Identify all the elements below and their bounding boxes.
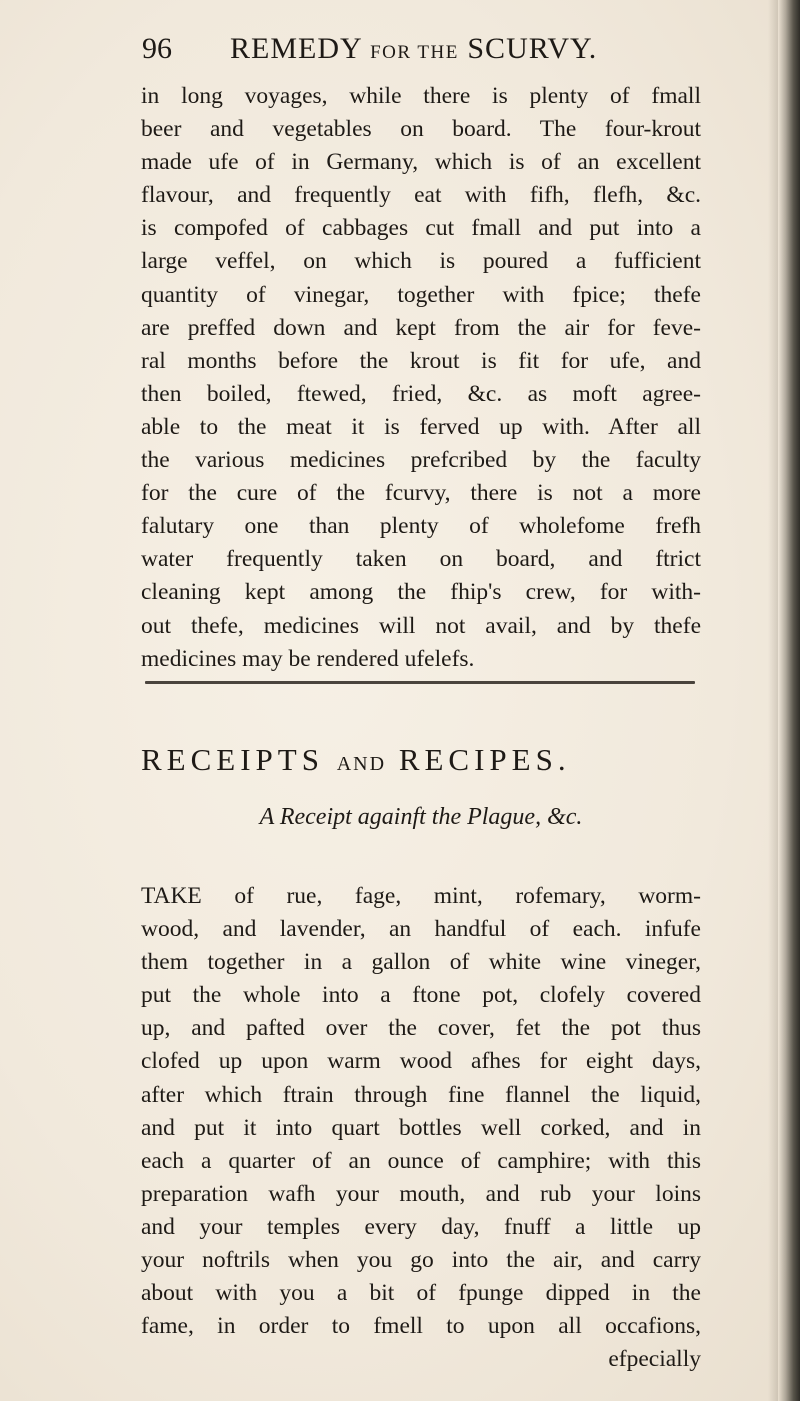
text-line: able to the meat it is ferved up with. After all	[141, 413, 701, 440]
text-line: and put it into quart bottles well corked, and in	[141, 1114, 701, 1141]
running-title	[230, 32, 597, 66]
text-line: beer and vegetables on board. The four-krout	[141, 116, 701, 143]
text-line: water frequently taken on board, and ftrict	[141, 546, 701, 573]
text-line: ral months before the krout is fit for ufe, and	[141, 347, 701, 374]
receipt-title: A Receipt againft the Plague, &c.	[259, 804, 583, 830]
text-line: made ufe of in Germany, which is of an excellent	[141, 149, 701, 176]
text-line: wood, and lavender, an handful of each. infufe	[141, 916, 701, 943]
text-line: quantity of vinegar, together with fpice; thefe	[141, 281, 701, 308]
text-line: TAKE of rue, fage, mint, rofemary, worm-	[141, 883, 701, 909]
text-line: medicines may be rendered ufelefs.	[141, 645, 475, 672]
page-number: 96	[142, 32, 172, 65]
text-line: put the whole into a ftone pot, clofely covered	[141, 982, 701, 1009]
section-divider-rule	[145, 681, 695, 684]
text-line: up, and pafted over the cover, fet the pot thus	[141, 1015, 701, 1042]
text-line: about with you a bit of fpunge dipped in the	[141, 1280, 701, 1307]
text-line: falutary one than plenty of wholefome frefh	[141, 513, 701, 540]
text-line: and your temples every day, fnuff a little up	[141, 1213, 701, 1240]
text-line: flavour, and frequently eat with fifh, flefh, &c.	[141, 182, 701, 209]
text-line: cleaning kept among the fhip's crew, for with-	[141, 579, 701, 606]
text-line: is compofed of cabbages cut fmall and put into a	[141, 215, 701, 242]
running-title-main: REMEDY	[230, 32, 362, 65]
text-line: large veffel, on which is poured a fufficient	[141, 248, 701, 275]
text-line: then boiled, ftewed, fried, &c. as moft agree-	[141, 380, 701, 407]
page-gutter-shadow	[768, 0, 778, 1401]
running-title-small: FOR THE	[370, 42, 459, 63]
section-heading	[141, 742, 701, 778]
paragraph-scurvy	[141, 80, 701, 676]
heading-and: AND	[336, 753, 387, 775]
paragraph-plague-receipt	[141, 880, 701, 1376]
text-line: after which ftrain through fine flannel the liquid,	[141, 1081, 701, 1108]
page-edge-binding	[778, 0, 800, 1401]
running-header	[142, 28, 702, 76]
text-line: clofed up upon warm wood afhes for eight days,	[141, 1048, 701, 1075]
text-line: preparation wafh your mouth, and rub your loins	[141, 1180, 701, 1207]
text-line: for the cure of the fcurvy, there is not a more	[141, 480, 701, 507]
text-line: them together in a gallon of white wine vineger,	[141, 949, 701, 976]
text-line: your noftrils when you go into the air, and carry	[141, 1247, 701, 1274]
text-line: are preffed down and kept from the air for feve-	[141, 314, 701, 341]
running-title-end: SCURVY.	[467, 32, 598, 65]
text-line: fame, in order to fmell to upon all occafions,	[141, 1313, 701, 1340]
heading-recipes: RECIPES.	[398, 742, 571, 777]
text-line: out thefe, medicines will not avail, and by thefe	[141, 612, 701, 639]
heading-receipts: RECEIPTS	[141, 742, 324, 777]
text-line: the various medicines prefcribed by the faculty	[141, 447, 701, 474]
catchword: efpecially	[608, 1346, 701, 1373]
text-line: in long voyages, while there is plenty of fmall	[141, 83, 701, 109]
text-line: each a quarter of an ounce of camphire; with this	[141, 1147, 701, 1174]
